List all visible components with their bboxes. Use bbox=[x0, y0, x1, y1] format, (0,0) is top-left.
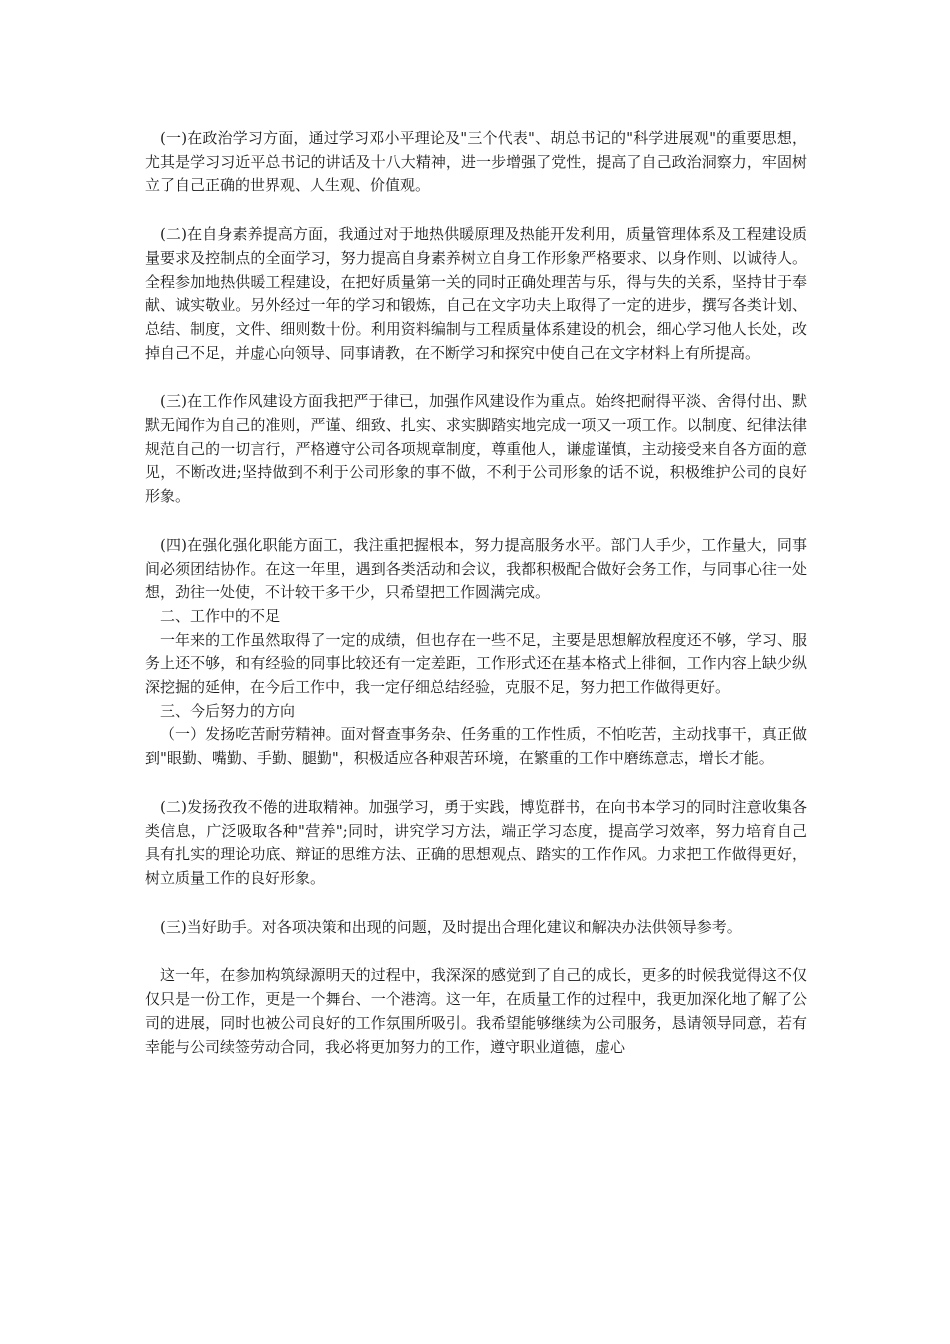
paragraph-work-style: (三)在工作作风建设方面我把严于律已，加强作风建设作为重点。始终把耐得平淡、舍得付出、默默无闻作为自己的准则，严谨、细致、扎实、求实脚踏实地完成一项又一项工作。以制度、纪律法律规范自己的一切言行，严格遵守公司各项规章制度，尊重他人，谦虚谨慎，主动接受来自各方面的意见，不断改进;坚持做到不利于公司形象的事不做，不利于公司形象的话不说，积极维护公司的良好形象。 bbox=[145, 392, 807, 506]
paragraph-hard-work: （一）发扬吃苦耐劳精神。面对督查事务杂、任务重的工作性质，不怕吃苦，主动找事干，真正做到"眼勤、嘴勤、手勤、腿勤"，积极适应各种艰苦环境，在繁重的工作中磨练意志，增长才能。 bbox=[145, 725, 807, 768]
paragraph-learning: (二)发扬孜孜不倦的进取精神。加强学习，勇于实践，博览群书，在向书本学习的同时注意收集各类信息，广泛吸取各种"营养";同时，讲究学习方法，端正学习态度，提高学习效率，努力培育自己具有扎实的理论功底、辩证的思维方法、正确的思想观点、踏实的工作作风。力求把工作做得更好，树立质量工作的良好形象。 bbox=[145, 797, 807, 887]
paragraph-self-improvement: (二)在自身素养提高方面，我通过对于地热供暖原理及热能开发利用，质量管理体系及工程建设质量要求及控制点的全面学习，努力提高自身素养树立自身工作形象严格要求、以身作则、以诚待人。全程参加地热供暖工程建设，在把好质量第一关的同时正确处理苦与乐，得与失的关系，坚持甘于奉献、诚实敬业。另外经过一年的学习和锻炼，自己在文字功夫上取得了一定的进步，撰写各类计划、总结、制度，文件、细则数十份。利用资料编制与工程质量体系建设的机会，细心学习他人长处，改掉自己不足，并虚心向领导、同事请教，在不断学习和探究中使自己在文字材料上有所提高。 bbox=[145, 225, 807, 362]
heading-shortcomings: 二、工作中的不足 bbox=[160, 606, 281, 625]
paragraph-functions: (四)在强化强化职能方面工，我注重把握根本，努力提高服务水平。部门人手少，工作量大，同事间必须团结协作。在这一年里，遇到各类活动和会议，我都积极配合做好会务工作，与同事心往一处想，劲往一处使，不计较干多干少，只希望把工作圆满完成。 bbox=[145, 535, 807, 602]
paragraph-political-study: (一)在政治学习方面，通过学习邓小平理论及"三个代表"、胡总书记的"科学进展观"的重要思想，尤其是学习习近平总书记的讲话及十八大精神，进一步增强了党性，提高了自己政治洞察力，牢固树立了自己正确的世界观、人生观、价值观。 bbox=[145, 129, 807, 195]
paragraph-assistant: (三)当好助手。对各项决策和出现的问题，及时提出合理化建议和解决办法供领导参考。 bbox=[160, 917, 742, 936]
paragraph-shortcomings: 一年来的工作虽然取得了一定的成绩，但也存在一些不足，主要是思想解放程度还不够，学习、服务上还不够，和有经验的同事比较还有一定差距，工作形式还在基本格式上徘徊，工作内容上缺少纵深挖掘的延伸，在今后工作中，我一定仔细总结经验，克服不足，努力把工作做得更好。 bbox=[145, 630, 807, 697]
paragraph-conclusion: 这一年，在参加构筑绿源明天的过程中，我深深的感觉到了自己的成长，更多的时候我觉得这不仅仅只是一份工作，更是一个舞台、一个港湾。这一年，在质量工作的过程中，我更加深化地了解了公司的进展，同时也被公司良好的工作氛围所吸引。我希望能够继续为公司服务，恳请领导同意，若有幸能与公司续签劳动合同，我必将更加努力的工作，遵守职业道德，虚心 bbox=[145, 966, 807, 1056]
document-body bbox=[145, 127, 807, 1059]
heading-future-direction: 三、今后努力的方向 bbox=[160, 701, 296, 720]
